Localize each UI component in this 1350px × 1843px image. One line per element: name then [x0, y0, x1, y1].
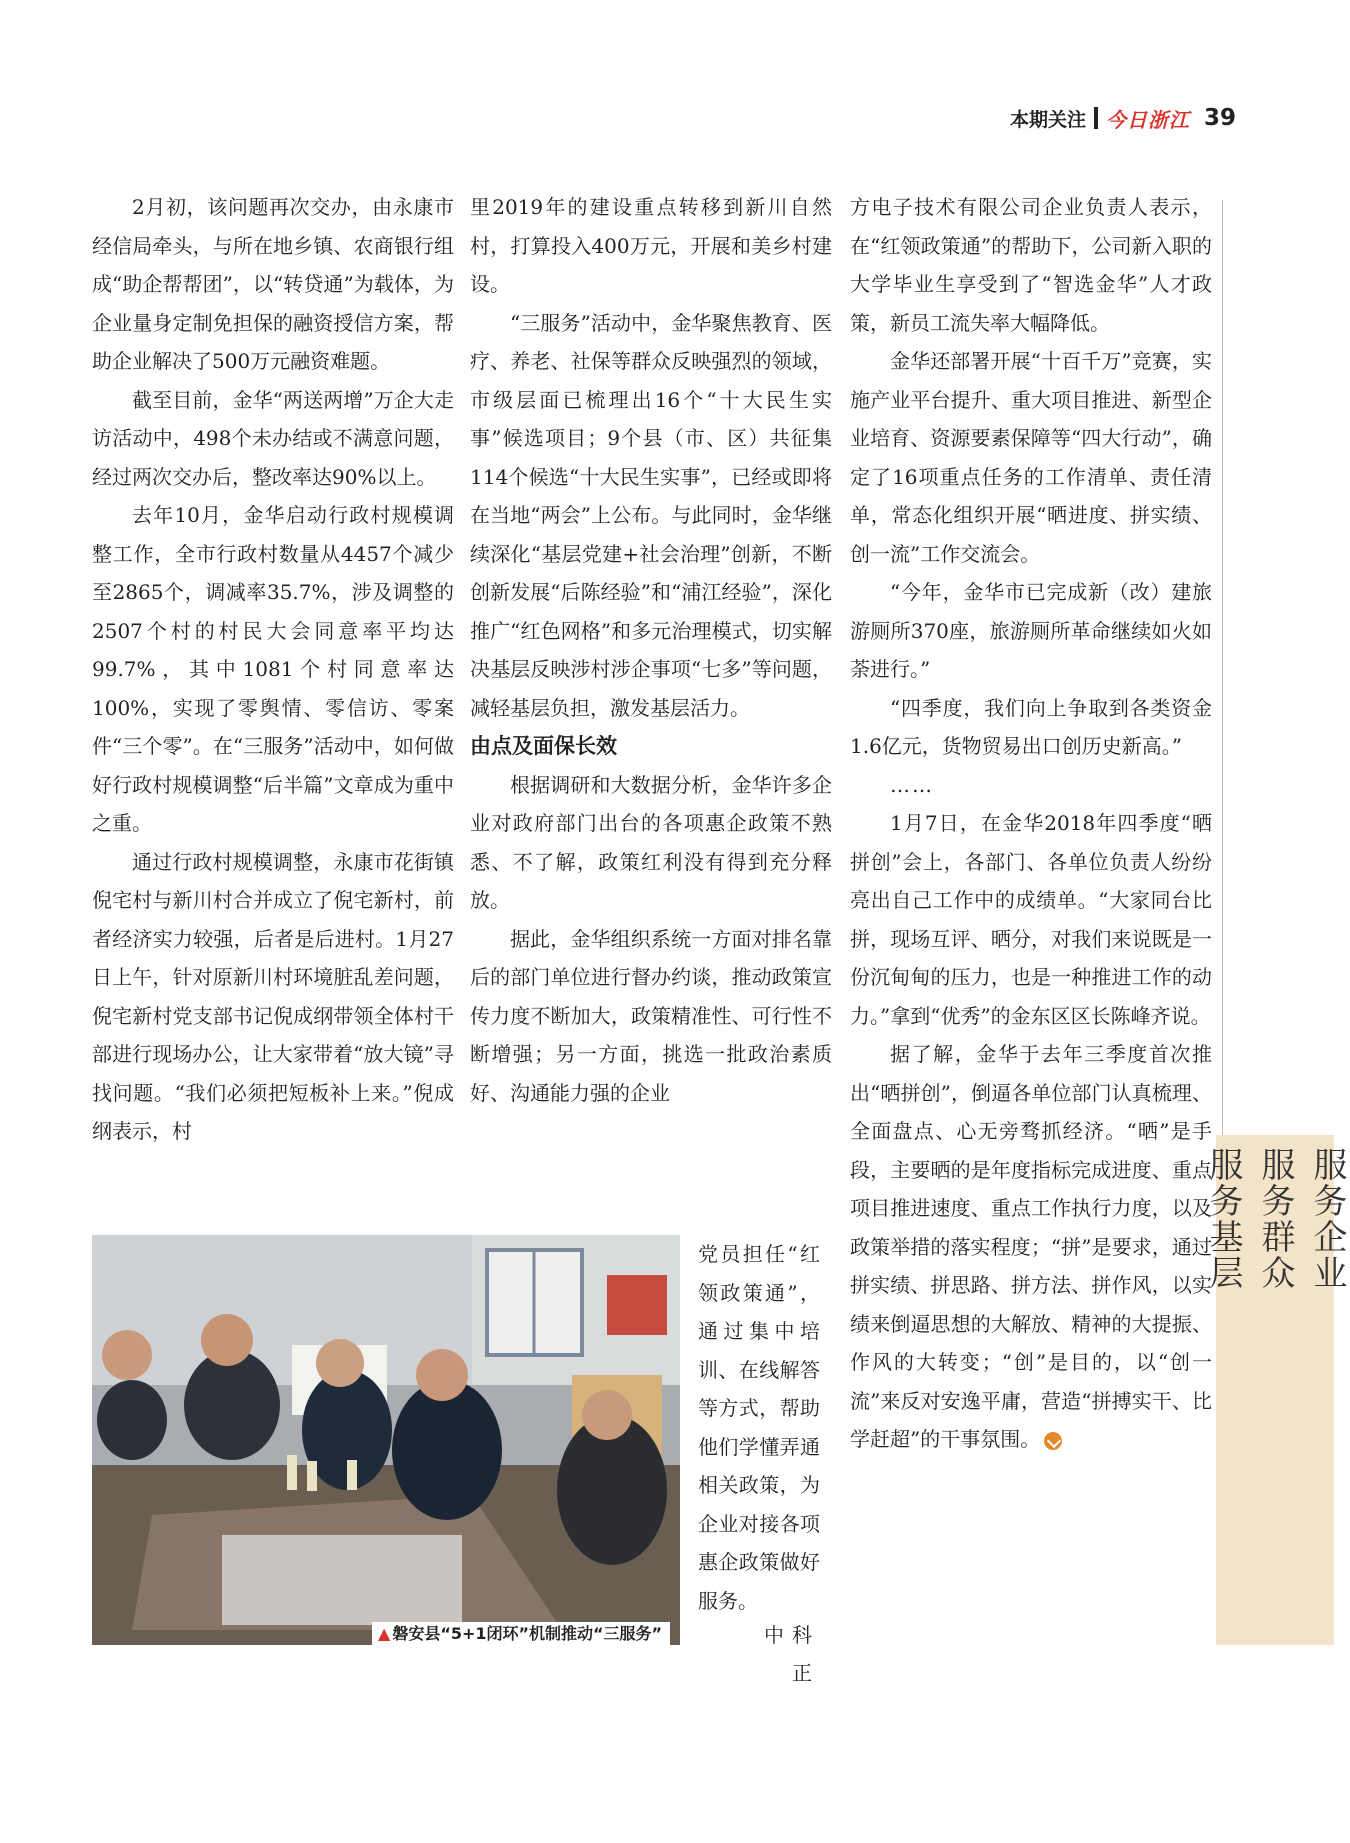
- article-column-3: [850, 188, 1212, 1459]
- red-triangle-icon: ▲: [378, 1624, 391, 1643]
- paragraph: 截至目前，金华“两送两增”万企大走访活动中，498个未办结或不满意问题，经过两次交办后，整改率达90%以上。: [92, 387, 454, 489]
- paragraph: [850, 1035, 1212, 1459]
- side-tab-slogan: [1203, 1135, 1347, 1645]
- news-photo: [92, 1235, 680, 1645]
- end-mark-icon: [1044, 1432, 1062, 1450]
- page-number: 39: [1204, 105, 1237, 131]
- paragraph: 据此，金华组织系统一方面对排名靠后的部门单位进行督办约谈，推动政策宣传力度不断加大，政策精准性、可行性不断增强；另一方面，挑选一批政治素质好、沟通能力强的企业: [470, 926, 832, 1105]
- paragraph-text: 据了解，金华于去年三季度首次推出“晒拼创”，倒逼各单位部门认真梳理、全面盘点、心无旁骛抓经济。“晒”是手段，主要晒的是年度指标完成进度、重点项目推进速度、重点工作执行力度，以及政策举措的落实程度；“拼”是要求，通过拼实绩、拼思路、拼方法、拼作风，以实绩来倒逼思想的大解放、精神的大提振、作风的大转变；“创”是目的，以“创一流”来反对安逸平庸，营造“拼搏实干、比学赶超”的干事氛围。: [850, 1042, 1212, 1451]
- ellipsis: ……: [890, 772, 934, 797]
- caption-text: 磐安县“5+1闭环”机制推动“三服务”: [392, 1624, 663, 1643]
- paragraph: 去年10月，金华启动行政村规模调整工作，全市行政村数量从4457个减少至2865个，调减率35.7%，涉及调整的2507个村的村民大会同意率平均达99.7%，其中1081个村同意率达100%，实现了零舆情、零信访、零案件“三个零”。在“三服务”活动中，如何做好行政村规模调整“后半篇”文章成为重中之重。: [92, 503, 454, 835]
- paragraph: 通过行政村规模调整，永康市花街镇倪宅村与新川村合并成立了倪宅新村，前者经济实力较强，后者是后进村。1月27日上午，针对原新川村环境脏乱差问题，倪宅新村党支部书记倪成纲带领全体村干部进行现场办公，让大家带着“放大镜”寻找问题。“我们必须把短板补上来。”倪成纲表示，村: [92, 849, 454, 1143]
- paragraph: 党员担任“红领政策通”，通过集中培训、在线解答等方式，帮助他们学懂弄通相关政策，为企业对接各项惠企政策做好服务。: [698, 1242, 820, 1613]
- section-label: 本期关注: [1010, 108, 1087, 131]
- wrapped-text-beside-photo: [698, 1235, 820, 1620]
- magazine-logo: 今日浙江: [1106, 107, 1191, 132]
- paragraph: 里2019年的建设重点转移到新川自然村，打算投入400万元，开展和美乡村建设。: [470, 195, 832, 296]
- slogan-line: 服务基层: [1203, 1147, 1243, 1291]
- article-column-2: [470, 188, 832, 1112]
- paragraph: 2月初，该问题再次交办，由永康市经信局牵头，与所在地乡镇、农商银行组成“助企帮帮团”，以“转贷通”为载体，为企业量身定制免担保的融资授信方案，帮助企业解决了500万元融资难题。: [92, 195, 454, 373]
- quote-paragraph: “四季度，我们向上争取到各类资金1.6亿元，货物贸易出口创历史新高。”: [850, 695, 1212, 758]
- running-header: [1010, 100, 1236, 136]
- paragraph: 金华还部署开展“十百千万”竞赛，实施产业平台提升、重大项目推进、新型企业培育、资源要素保障等“四大行动”，确定了16项重点任务的工作清单、责任清单，常态化组织开展“晒进度、拼实绩、创一流”工作交流会。: [850, 349, 1212, 566]
- slogan-line: 服务群众: [1255, 1147, 1295, 1291]
- paragraph: 根据调研和大数据分析，金华许多企业对政府部门出台的各项惠企政策不熟悉、不了解，政策红利没有得到充分释放。: [470, 772, 832, 912]
- article-column-1: [92, 188, 454, 1151]
- paragraph: 1月7日，在金华2018年四季度“晒拼创”会上，各部门、各单位负责人纷纷亮出自己工作中的成绩单。“大家同台比拼，现场互评、晒分，对我们来说既是一份沉甸甸的压力，也是一种推进工作的动力。”拿到“优秀”的金东区区长陈峰齐说。: [850, 811, 1212, 1028]
- header-divider: [1094, 107, 1098, 129]
- photo-caption: [372, 1622, 670, 1646]
- quote-paragraph: “今年，金华市已完成新（改）建旅游厕所370座，旅游厕所革命继续如火如荼进行。”: [850, 580, 1212, 681]
- section-subheading: 由点及面保长效: [470, 734, 617, 758]
- paragraph: “三服务”活动中，金华聚焦教育、医疗、养老、社保等群众反映强烈的领域，市级层面已梳理出16个“十大民生实事”候选项目；9个县（市、区）共征集114个候选“十大民生实事”，已经或即将在当地“两会”上公布。与此同时，金华继续深化“基层党建+社会治理”创新，不断创新发展“后陈经验”和“浦江经验”，深化推广“红色网格”和多元治理模式，切实解决基层反映涉村涉企事项“七多”等问题，减轻基层负担，激发基层活力。: [470, 310, 832, 720]
- paragraph: 方电子技术有限公司企业负责人表示，在“红领政策通”的帮助下，公司新入职的大学毕业生享受到了“智选金华”人才政策，新员工流失率大幅降低。: [850, 195, 1212, 335]
- slogan-line: 服务企业: [1307, 1147, 1347, 1291]
- byline-continuation: 中科正: [764, 1623, 820, 1685]
